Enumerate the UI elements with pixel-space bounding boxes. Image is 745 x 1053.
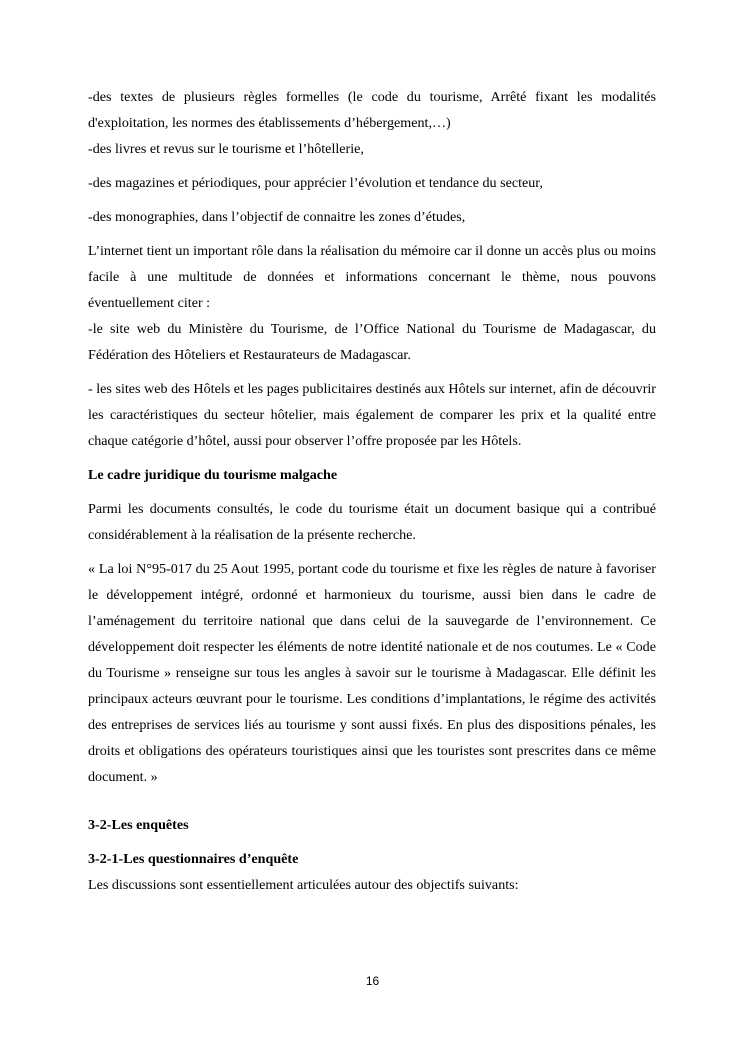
paragraph-sites-hotels: - les sites web des Hôtels et les pages publicitaires destinés aux Hôtels sur internet, afin de découvrir les caractéristiques du secteur hôtelier, mais également de comparer les prix et la qualité entre chaque catégorie d’hôtel, aussi pour observer l’offre proposée par les Hôtels. <box>88 381 656 449</box>
paragraph-discussions: Les discussions sont essentiellement articulées autour des objectifs suivants: <box>88 877 519 893</box>
heading-enquetes: 3-2-Les enquêtes <box>88 817 189 833</box>
page-number: 16 <box>365 974 380 988</box>
paragraph-internet: L’internet tient un important rôle dans la réalisation du mémoire car il donne un accès plus ou moins facile à une multitude de données et informations concernant le thème, nous pouvons éventuellement citer : <box>88 243 656 311</box>
paragraph-textes-formels: -des textes de plusieurs règles formelles (le code du tourisme, Arrêté fixant les modalités d'exploitation, les normes des établissements d’hébergement,…) <box>88 89 656 131</box>
paragraph-monographies: -des monographies, dans l’objectif de connaitre les zones d’études, <box>88 209 466 225</box>
paragraph-documents-consultes: Parmi les documents consultés, le code du tourisme était un document basique qui a contribué considérablement à la réalisation de la présente recherche. <box>88 501 656 543</box>
heading-questionnaires: 3-2-1-Les questionnaires d’enquête <box>88 851 299 867</box>
paragraph-livres-revus: -des livres et revus sur le tourisme et l’hôtellerie, <box>88 141 364 157</box>
paragraph-site-ministere: -le site web du Ministère du Tourisme, de l’Office National du Tourisme de Madagascar, du Fédération des Hôteliers et Restaurateurs de Madagascar. <box>88 321 656 363</box>
paragraph-magazines: -des magazines et périodiques, pour apprécier l’évolution et tendance du secteur, <box>88 175 543 191</box>
heading-cadre-juridique: Le cadre juridique du tourisme malgache <box>88 467 338 483</box>
page-body <box>88 84 656 898</box>
paragraph-citation-loi: « La loi N°95-017 du 25 Aout 1995, portant code du tourisme et fixe les règles de nature à favoriser le développement intégré, ordonné et harmonieux du tourisme, aussi bien dans le cadre de l’aménagement du territoire national que dans celui de la sauvegarde de l’environnement. Ce développement doit respecter les éléments de notre identité nationale et de nos coutumes. Le « Code du Tourisme » renseigne sur tous les angles à savoir sur le tourisme à Madagascar. Elle définit les principaux acteurs œuvrant pour le tourisme. Les conditions d’implantations, le régime des activités des entreprises de services liés au tourisme y sont aussi fixés. En plus des dispositions pénales, les droits et obligations des opérateurs touristiques ainsi que les touristes sont prescrites dans ce même document. » <box>88 561 656 785</box>
